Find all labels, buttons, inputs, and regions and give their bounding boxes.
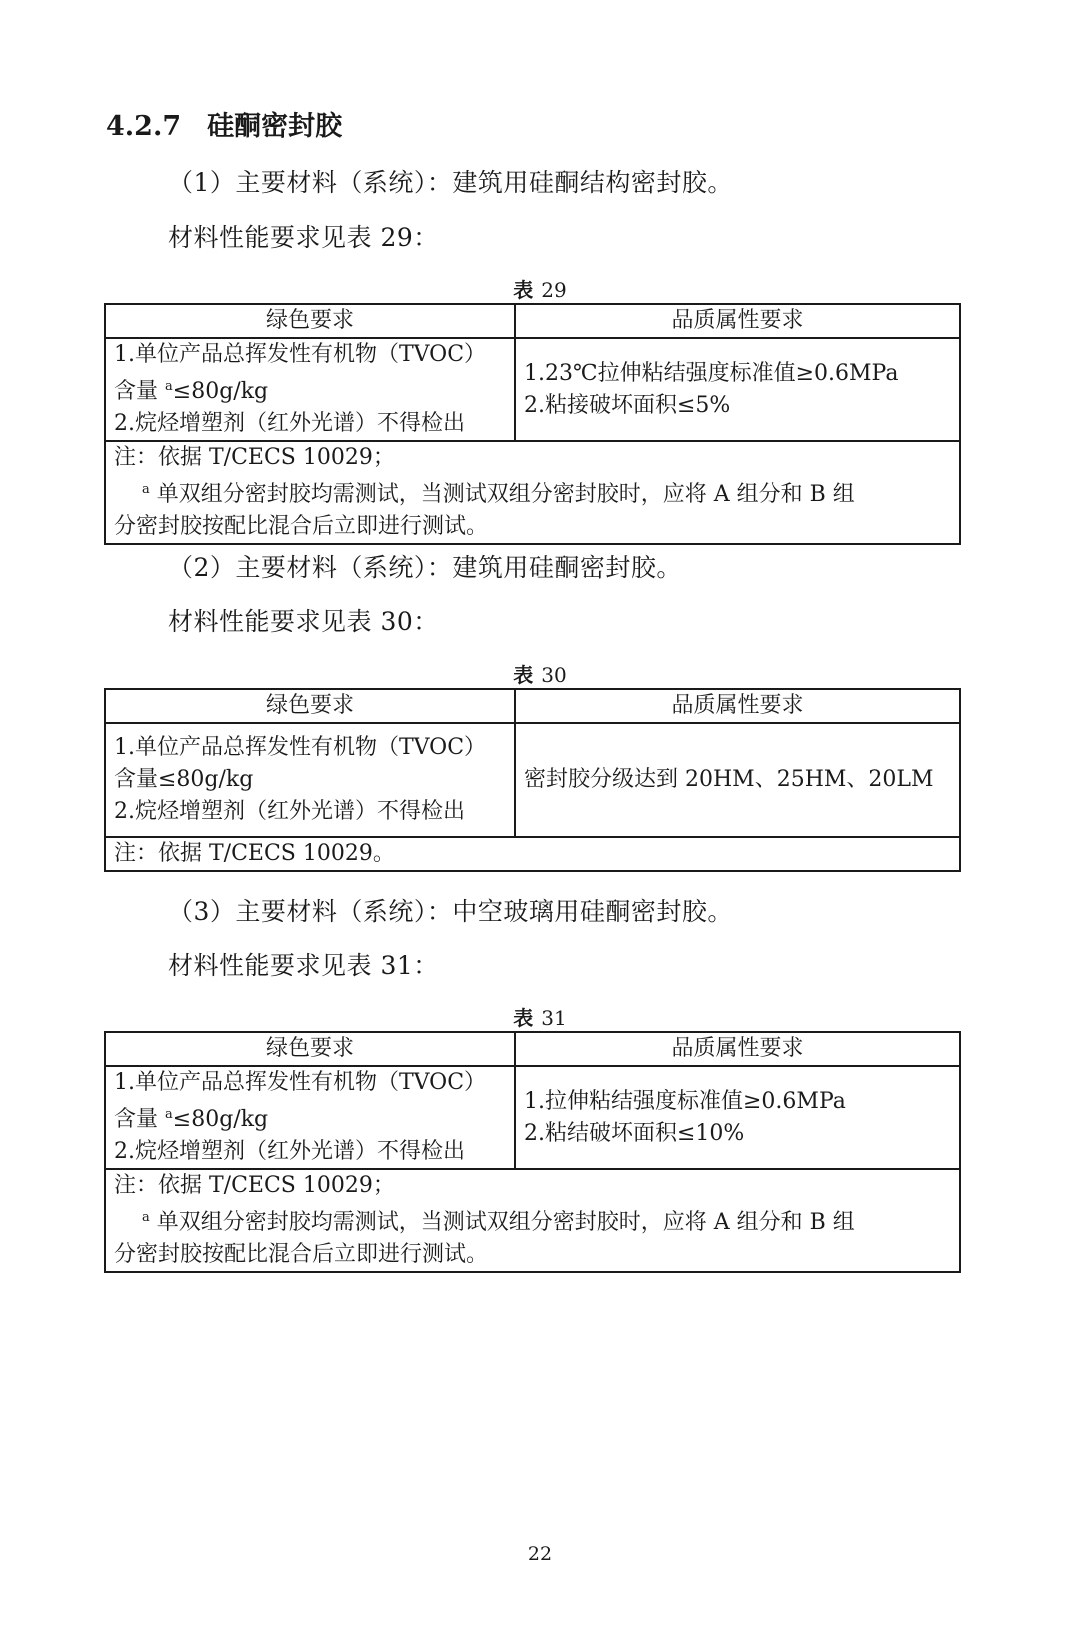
- material-paragraph-2: （2）主要材料（系统）：建筑用硅酮密封胶。: [168, 553, 682, 582]
- requirements-table-30: [104, 688, 961, 872]
- table-caption-31: [0, 1002, 1080, 1031]
- green-line-2: [114, 371, 506, 408]
- requirements-table-31: [104, 1031, 961, 1273]
- requirements-table-29: [104, 303, 961, 545]
- header-quality-requirements: 品质属性要求: [515, 1032, 960, 1066]
- intro-paragraph-2: 材料性能要求见表 30：: [168, 607, 439, 636]
- header-green-requirements: 绿色要求: [105, 304, 515, 338]
- note-line-3: 分密封胶按配比混合后立即进行测试。: [114, 1242, 489, 1267]
- green-line-3: 2.烷烃增塑剂（红外光谱）不得检出: [114, 1139, 465, 1164]
- note-line-2: [114, 474, 951, 511]
- table-caption-29: [0, 274, 1080, 303]
- table-note-cell: [105, 837, 960, 871]
- page-number: 22: [527, 1543, 553, 1565]
- footnote-marker: a: [165, 1107, 173, 1122]
- quality-line-1: 1.拉伸粘结强度标准值≥0.6MPa: [524, 1088, 846, 1114]
- section-heading: [106, 104, 342, 143]
- green-line-2-prefix: 含量: [114, 379, 159, 404]
- note-line-3: 分密封胶按配比混合后立即进行测试。: [114, 514, 489, 539]
- quality-requirements-cell: [515, 1066, 960, 1169]
- quality-line-1: 密封胶分级达到 20HM、25HM、20LM: [524, 767, 934, 792]
- table-caption-30: [0, 659, 1080, 688]
- green-line-2: [114, 1099, 506, 1136]
- green-requirements-cell: [105, 338, 515, 441]
- caption-number: 29: [541, 278, 567, 302]
- table-note-cell: [105, 1169, 960, 1272]
- intro-paragraph-1: 材料性能要求见表 29：: [168, 223, 439, 252]
- green-line-1: 1.单位产品总挥发性有机物（TVOC）: [114, 1070, 487, 1095]
- material-paragraph-3: （3）主要材料（系统）：中空玻璃用硅酮密封胶。: [168, 897, 733, 926]
- quality-line-1: 1.23℃拉伸粘结强度标准值≥0.6MPa: [524, 360, 899, 386]
- note-line-1: 注：依据 T/CECS 10029；: [114, 445, 395, 470]
- green-line-2: 含量≤80g/kg: [114, 767, 254, 792]
- caption-label: 表: [513, 663, 534, 687]
- note-footnote-marker: a: [142, 1210, 150, 1225]
- note-line-1: 注：依据 T/CECS 10029；: [114, 1173, 395, 1198]
- quality-line-2: 2.粘结破坏面积≤10%: [524, 1120, 745, 1146]
- green-line-2-value: ≤80g/kg: [172, 379, 269, 404]
- footnote-marker: a: [165, 379, 173, 394]
- caption-label: 表: [513, 1006, 534, 1030]
- green-line-2-prefix: 含量: [114, 1107, 159, 1132]
- caption-number: 31: [541, 1006, 567, 1030]
- green-requirements-cell: [105, 723, 515, 837]
- quality-requirements-cell: [515, 338, 960, 441]
- note-footnote-marker: a: [142, 482, 150, 497]
- green-line-3: 2.烷烃增塑剂（红外光谱）不得检出: [114, 411, 465, 436]
- green-line-1: 1.单位产品总挥发性有机物（TVOC）: [114, 735, 487, 760]
- caption-label: 表: [513, 278, 534, 302]
- caption-number: 30: [541, 663, 567, 687]
- note-line-2-text: 单双组分密封胶均需测试，当测试双组分密封胶时，应将 A 组分和 B 组: [156, 482, 855, 507]
- header-quality-requirements: 品质属性要求: [515, 689, 960, 723]
- note-line-2: [114, 1202, 951, 1239]
- note-line-1: 注：依据 T/CECS 10029。: [114, 841, 395, 866]
- green-line-3: 2.烷烃增塑剂（红外光谱）不得检出: [114, 799, 465, 824]
- header-quality-requirements: 品质属性要求: [515, 304, 960, 338]
- header-green-requirements: 绿色要求: [105, 689, 515, 723]
- green-line-1: 1.单位产品总挥发性有机物（TVOC）: [114, 342, 487, 367]
- section-number: 4.2.7: [106, 111, 182, 142]
- green-line-2-value: ≤80g/kg: [172, 1107, 269, 1132]
- quality-requirements-cell: [515, 723, 960, 837]
- table-note-cell: [105, 441, 960, 544]
- green-requirements-cell: [105, 1066, 515, 1169]
- quality-line-2: 2.粘接破坏面积≤5%: [524, 392, 731, 418]
- section-title: 硅酮密封胶: [207, 111, 343, 142]
- header-green-requirements: 绿色要求: [105, 1032, 515, 1066]
- material-paragraph-1: （1）主要材料（系统）：建筑用硅酮结构密封胶。: [168, 168, 733, 197]
- note-line-2-text: 单双组分密封胶均需测试，当测试双组分密封胶时，应将 A 组分和 B 组: [156, 1210, 855, 1235]
- intro-paragraph-3: 材料性能要求见表 31：: [168, 951, 439, 980]
